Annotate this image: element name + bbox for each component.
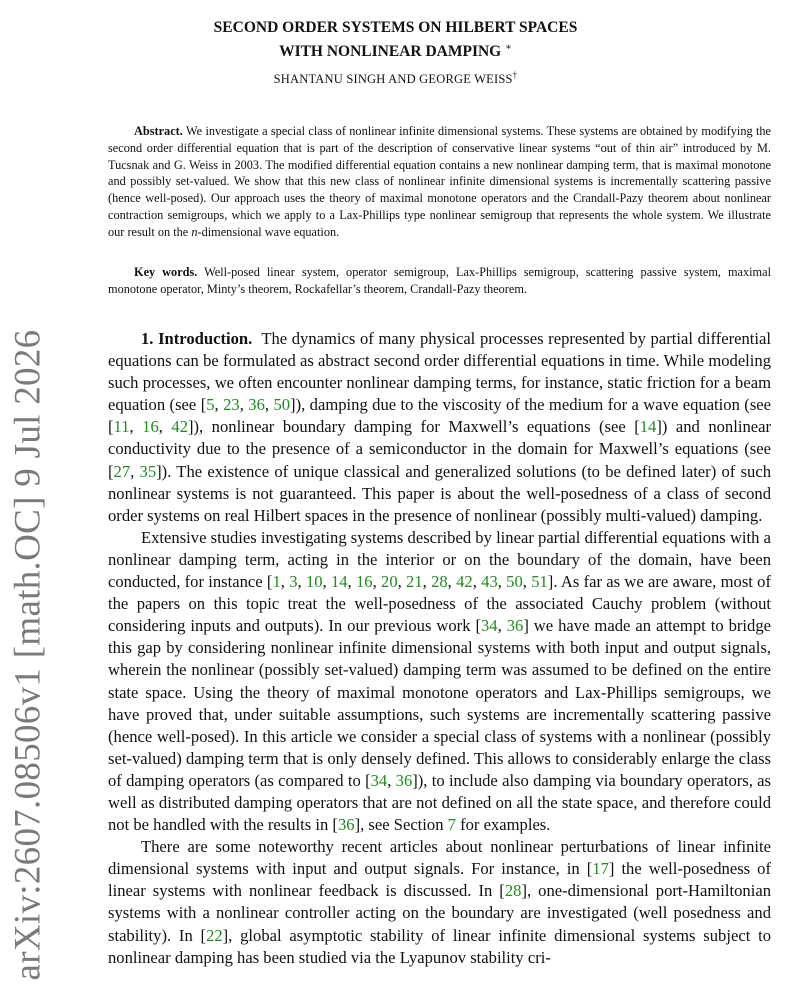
- citation-link[interactable]: 11: [113, 417, 130, 437]
- paragraph-text: ,: [264, 395, 274, 415]
- arxiv-id: arXiv:2607.08506v1 [math.OC] 9 Jul 2026: [7, 329, 49, 981]
- paragraph-text: ,: [214, 395, 224, 415]
- paragraph-text: ,: [280, 572, 290, 592]
- paragraph-text: ,: [158, 417, 172, 437]
- title-line-1: SECOND ORDER SYSTEMS ON HILBERT SPACES: [213, 19, 578, 36]
- title-line-2-text: WITH NONLINEAR DAMPING: [279, 43, 502, 61]
- paragraph-text: ,: [130, 461, 140, 481]
- abstract-text-end: -dimensional wave equation.: [197, 224, 340, 239]
- paragraph-text: ,: [129, 417, 143, 437]
- citation-link[interactable]: 43: [481, 572, 498, 592]
- abstract-italic-n: n: [191, 224, 198, 239]
- paragraph-text: ,: [239, 395, 249, 415]
- paragraph-text: ]) and nonlinear conductivity due to the presence of a semiconductor in the domain for Maxwell’s equations (see [: [108, 417, 771, 481]
- intro-paragraph-2: [108, 527, 771, 836]
- paragraph-text: ,: [322, 572, 331, 592]
- author-footnote-mark: †: [512, 70, 518, 80]
- citation-link[interactable]: 21: [406, 572, 423, 592]
- title-line-2: [0, 38, 791, 62]
- paragraph-text: ,: [472, 572, 482, 592]
- citation-link[interactable]: 35: [139, 461, 157, 481]
- paragraph-text: ,: [447, 572, 457, 592]
- paragraph-text: ], one-dimensional port-Hamiltonian systems with a nonlinear controller acting on the boundary are investigated (well posedness and stability). In [: [108, 881, 771, 945]
- citation-link[interactable]: 42: [171, 417, 188, 437]
- paragraph-text: Extensive studies investigating systems described by linear partial differential equations with a nonlinear damping term, acting in the interior or on the boundary of the domain, have been conducted, for instance [: [108, 527, 771, 592]
- title-footnote-mark: ∗: [505, 42, 512, 53]
- abstract-label: Abstract.: [134, 124, 183, 138]
- citation-link[interactable]: 5: [206, 395, 215, 415]
- intro-paragraph-1-body: [108, 329, 771, 525]
- paper-title: [0, 18, 791, 62]
- paper-authors: [0, 70, 791, 87]
- paragraph-text: ,: [372, 572, 382, 592]
- citation-link[interactable]: 14: [330, 572, 348, 592]
- citation-link[interactable]: 51: [531, 572, 548, 592]
- citation-link[interactable]: 36: [506, 616, 524, 636]
- paragraph-text: ]. As far as we are aware, most of the papers on this topic treat the well-posedness of the associated Cauchy problem (without considering inputs and outputs). In our previous work [: [108, 572, 771, 636]
- citation-link[interactable]: 42: [456, 572, 473, 592]
- citation-link[interactable]: 34: [481, 616, 498, 636]
- citation-link[interactable]: 16: [355, 572, 373, 592]
- paragraph-text: ,: [297, 572, 306, 592]
- intro-paragraph-1: [108, 328, 771, 527]
- abstract-text: We investigate a special class of nonlinear infinite dimensional systems. These systems are obtained by modifying the second order differential equation that is part of the description of conservative linear systems “out of thin air” introduced by M. Tucsnak and G. Weiss in 2003. The modified differential equation contains a new nonlinear damping term, that is maximal monotone and possibly set-valued. We show that this new class of nonlinear infinite dimensional systems is incrementally scattering passive (hence well-posed). Our approach uses the theory of maximal monotone operators and the Crandall-Pazy theorem about nonlinear contraction semigroups, which we apply to a Lax-Phillips type nonlinear semigroup that represents the whole system. We illustrate our result on the: [108, 124, 772, 239]
- citation-link[interactable]: 14: [639, 417, 657, 437]
- citation-link[interactable]: 10: [305, 572, 323, 592]
- citation-link[interactable]: 28: [504, 881, 522, 901]
- paragraph-text: ,: [397, 572, 407, 592]
- citation-link[interactable]: 36: [248, 395, 265, 415]
- paragraph-text: The dynamics of many physical processes represented by partial differential equations can be formulated as abstract second order differential equations in time. While modeling such processes, we often encounter nonlinear damping terms, for instance, static friction for a beam equation (see [: [108, 329, 771, 415]
- intro-paragraph-3: [108, 836, 771, 969]
- paragraph-text: ] the well-posedness of linear systems with nonlinear feedback is discussed. In [: [108, 859, 771, 901]
- arxiv-sidebar-stamp: [4, 330, 52, 980]
- citation-link[interactable]: 50: [506, 572, 523, 592]
- paragraph-text: ,: [422, 572, 432, 592]
- citation-link[interactable]: 17: [592, 859, 609, 879]
- paragraph-text: ,: [497, 616, 507, 636]
- citation-link[interactable]: 27: [113, 461, 131, 481]
- citation-link[interactable]: 23: [223, 395, 240, 415]
- citation-link[interactable]: 7: [447, 815, 456, 835]
- author-names: SHANTANU SINGH AND GEORGE WEISS: [273, 72, 513, 87]
- keywords-label: Key words.: [134, 265, 198, 279]
- paragraph-text: ] we have made an attempt to bridge this gap by considering nonlinear infinite dimensional systems with both input and output signals, wherein the nonlinear (possibly set-valued) damping term was assumed to be defined on the entire state space. Using the theory of maximal monotone operators and Lax-Phillips semigroups, we have proved that, under suitable assumptions, such systems are incrementally scattering passive (hence well-posed). In this article we consider a special class of systems with a nonlinear (possibly set-valued) damping term that is only densely defined. This allows to considerably enlarge the class of damping operators (as compared to [: [108, 616, 771, 790]
- citation-link[interactable]: 36: [337, 815, 355, 835]
- abstract: [108, 123, 771, 241]
- citation-link[interactable]: 28: [431, 572, 448, 592]
- citation-link[interactable]: 22: [206, 925, 223, 945]
- paragraph-text: ]), to include also damping via boundary operators, as well as distributed damping operators that are not defined on all the state space, and therefore could not be handled with the results in [: [108, 770, 772, 835]
- paragraph-text: ,: [522, 572, 532, 592]
- introduction-section: [108, 328, 771, 969]
- citation-link[interactable]: 1: [272, 572, 281, 592]
- section-heading: 1. Introduction.: [141, 329, 253, 348]
- citation-link[interactable]: 3: [289, 572, 298, 592]
- paragraph-text: There are some noteworthy recent articles about nonlinear perturbations of linear infinite dimensional systems with input and output signals. For instance, in [: [108, 837, 771, 879]
- paragraph-text: ], global asymptotic stability of linear infinite dimensional systems subject to nonlinear damping has been studied via the Lyapunov stability cri-: [108, 925, 771, 967]
- paragraph-text: ,: [497, 572, 507, 592]
- paragraph-text: ,: [347, 572, 356, 592]
- citation-link[interactable]: 20: [381, 572, 398, 592]
- keywords: [108, 264, 771, 298]
- paragraph-text: for examples.: [455, 815, 551, 835]
- citation-link[interactable]: 50: [273, 395, 291, 415]
- citation-link[interactable]: 16: [142, 417, 159, 437]
- keywords-text: Well-posed linear system, operator semigroup, Lax-Phillips semigroup, scattering passive system, maximal monotone operator, Minty’s theorem, Rockafellar’s theorem, Crandall-Pazy theorem.: [108, 265, 772, 296]
- paragraph-text: ]), nonlinear boundary damping for Maxwell’s equations (see [: [187, 417, 640, 437]
- citation-link[interactable]: 34: [370, 770, 388, 790]
- paragraph-text: ]), damping due to the viscosity of the medium for a wave equation (see [: [108, 395, 772, 437]
- paragraph-text: ]). The existence of unique classical and generalized solutions (to be defined later) of such nonlinear systems is not guaranteed. This paper is about the well-posedness of a class of second order systems on real Hilbert spaces in the presence of nonlinear (possibly multi-valued) damping.: [108, 461, 771, 525]
- paragraph-text: ], see Section: [354, 815, 448, 835]
- paragraph-text: ,: [387, 770, 396, 790]
- citation-link[interactable]: 36: [395, 770, 413, 790]
